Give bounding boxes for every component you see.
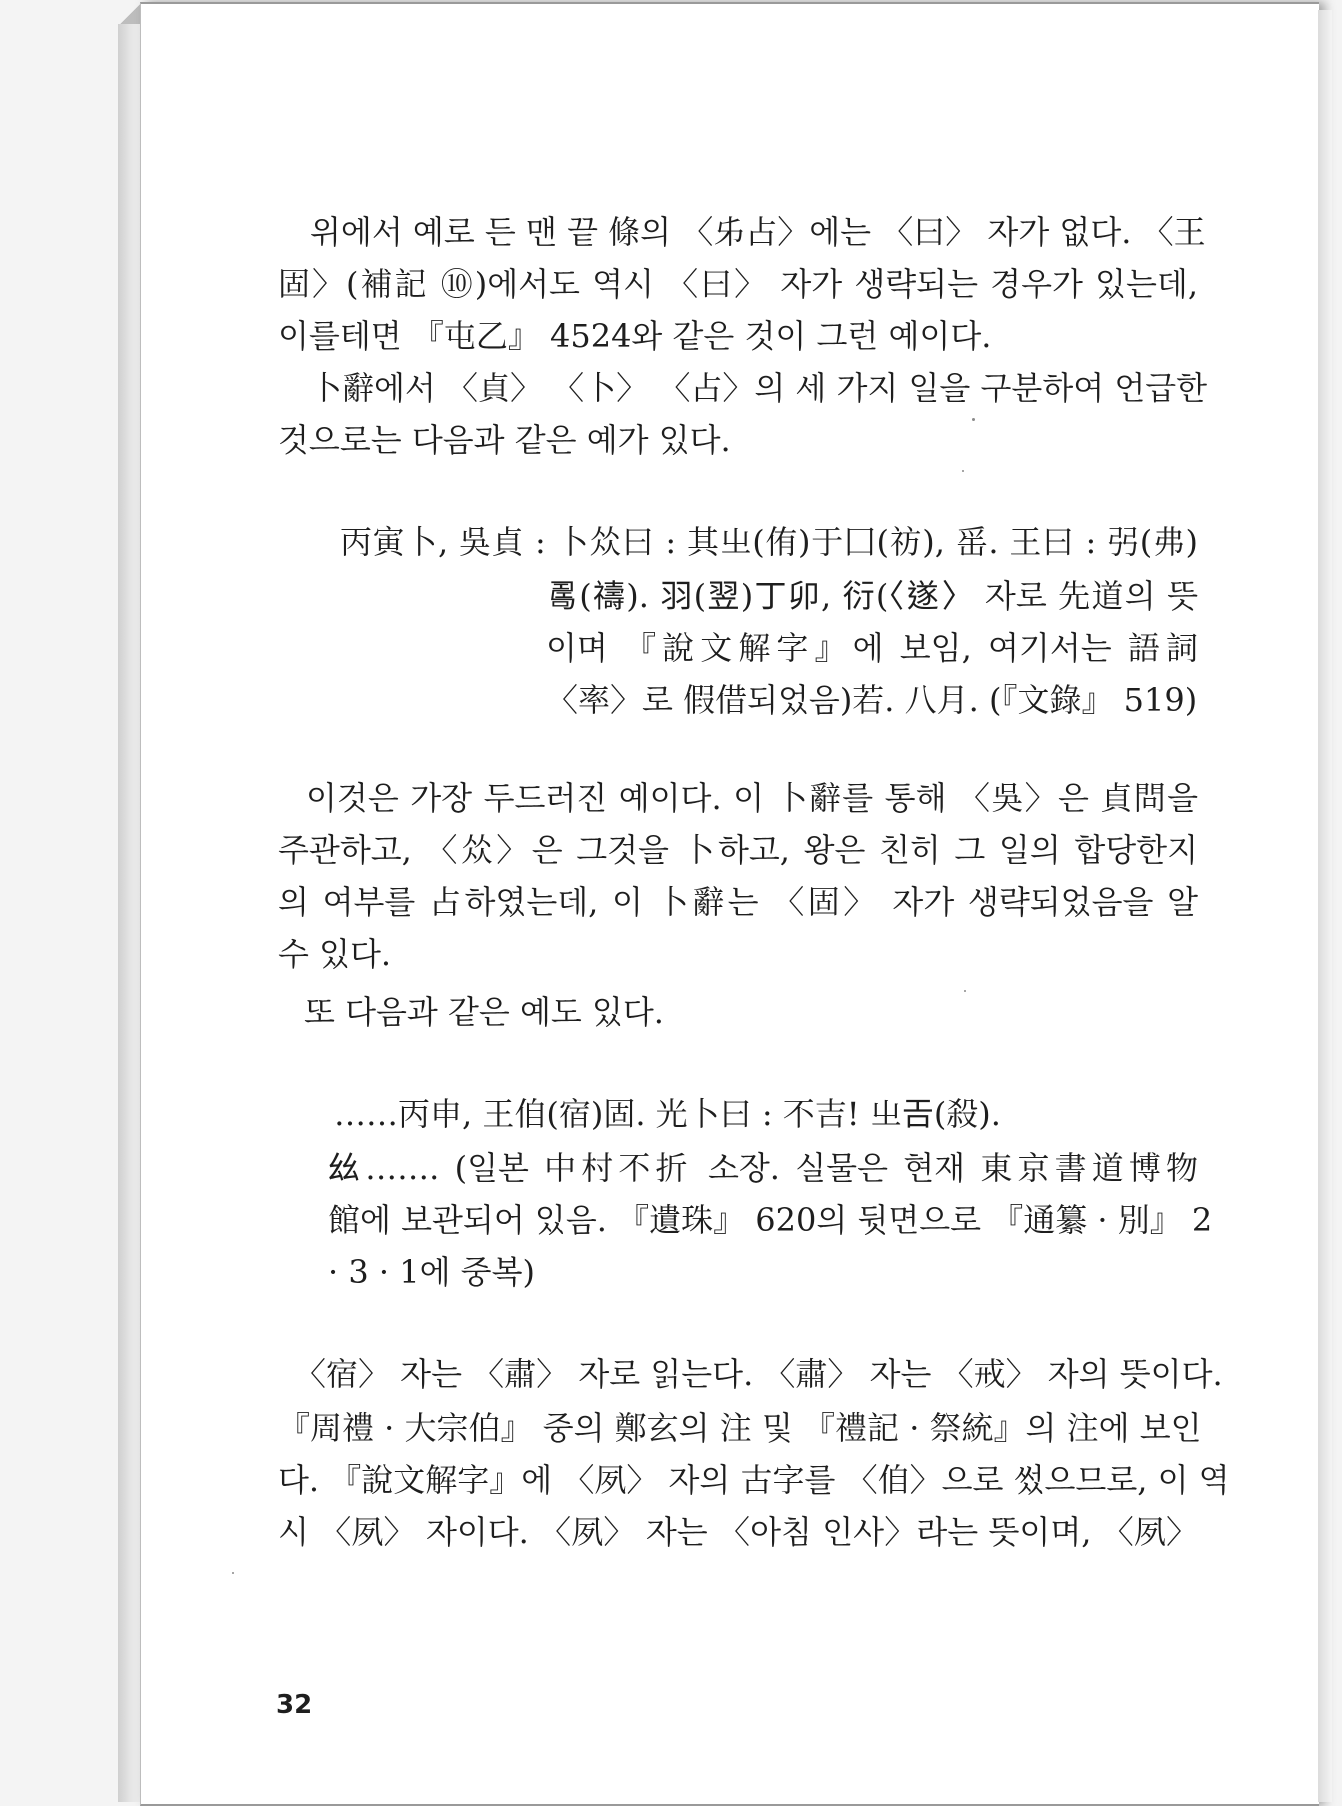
body-line: 주관하고, 〈𠈌〉은 그것을 卜하고, 왕은 친히 그 일의 합당한지: [278, 831, 1198, 869]
body-line: 것으로는 다음과 같은 예가 있다.: [278, 421, 731, 459]
scan-speck: [962, 470, 964, 472]
quote-line: · 3 · 1에 중복): [328, 1253, 535, 1291]
scan-speck: [232, 1572, 234, 1574]
body-line: 固〉(補記 ⑩)에서도 역시 〈曰〉 자가 생략되는 경우가 있는데,: [278, 265, 1198, 303]
page-right-edge-shadow: [1318, 10, 1332, 1802]
quote-line: 丙寅卜, 吳貞 : 卜𠈌曰 : 其㞢(侑)于囗(祊), 䍃. 王曰 : 弜(弗): [340, 523, 1198, 561]
body-line: 이것은 가장 두드러진 예이다. 이 卜辭를 통해 〈吳〉은 貞問을: [306, 779, 1198, 817]
quote-line: 〈率〉로 假借되었음)若. 八月. (『文錄』 519): [546, 681, 1198, 719]
scan-speck: [964, 990, 966, 992]
quote-line: 𠷎(禱). 羽(翌)丁卯, 衍(〈遂〉 자로 先道의 뜻: [546, 577, 1198, 615]
body-line: 〈宿〉 자는 〈肅〉 자로 읽는다. 〈肅〉 자는 〈戒〉 자의 뜻이다.: [294, 1355, 1223, 1393]
body-line: 卜辭에서 〈貞〉 〈卜〉 〈占〉의 세 가지 일을 구분하여 언급한: [310, 369, 1208, 407]
quote-line: 𢆶……. (일본 中村不折 소장. 실물은 현재 東京書道博物: [328, 1149, 1198, 1187]
body-line: 위에서 예로 든 맨 끝 條의 〈𠂔占〉에는 〈曰〉 자가 없다. 〈王: [310, 213, 1206, 251]
body-line: 시 〈夙〉 자이다. 〈夙〉 자는 〈아침 인사〉라는 뜻이며, 〈夙〉: [278, 1513, 1198, 1551]
body-line: 의 여부를 占하였는데, 이 卜辭는 〈固〉 자가 생략되었음을 알: [278, 883, 1198, 921]
quote-line: 館에 보관되어 있음. 『遺珠』 620의 뒷면으로 『通纂 · 別』 2: [328, 1201, 1213, 1239]
quote-line: ……丙申, 王㑑(宿)固. 光卜曰 : 不吉! 㞢𢀛(殺).: [334, 1095, 1001, 1133]
body-line: 『周禮 · 大宗伯』 중의 鄭玄의 注 및 『禮記 · 祭統』의 注에 보인: [278, 1409, 1202, 1447]
page-number: 32: [276, 1690, 313, 1720]
quote-line: 이며 『說文解字』에 보임, 여기서는 語詞: [546, 629, 1198, 667]
body-line: 수 있다.: [278, 935, 392, 973]
body-line: 이를테면 『屯乙』 4524와 같은 것이 그런 예이다.: [278, 317, 992, 355]
scan-speck: [972, 418, 975, 421]
body-line: 또 다음과 같은 예도 있다.: [304, 993, 664, 1031]
body-line: 다. 『說文解字』에 〈夙〉 자의 古字를 〈㑑〉으로 썼으므로, 이 역: [278, 1461, 1230, 1499]
page-corner-fold: [118, 4, 142, 24]
